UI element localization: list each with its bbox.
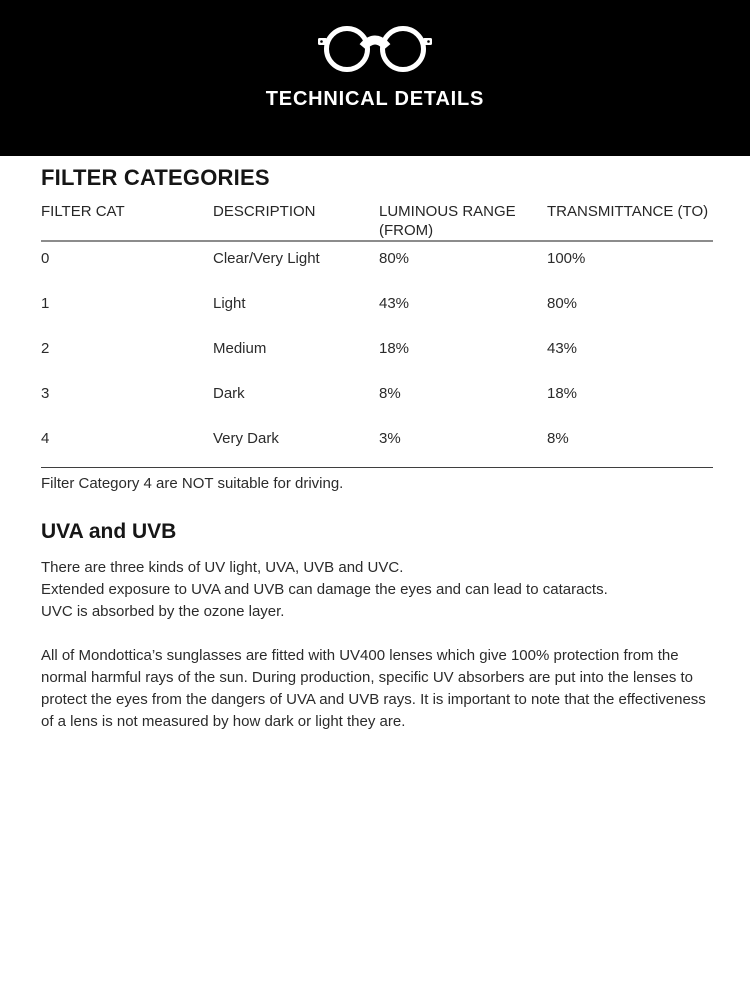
transmittance-to-cell: 18% [547, 385, 578, 402]
filter-cat-cell: 2 [41, 340, 50, 357]
glasses-icon [0, 24, 750, 72]
filter-categories-heading: FILTER CATEGORIES [41, 165, 270, 190]
table-row [41, 422, 713, 467]
description-cell: Clear/Very Light [213, 250, 320, 267]
table-row [41, 287, 713, 332]
uv-intro-line: Extended exposure to UVA and UVB can damage the eyes and can lead to cataracts. [41, 581, 608, 598]
transmittance-to-cell: 100% [547, 250, 586, 267]
transmittance-to-cell: 8% [547, 430, 569, 447]
driving-note: Filter Category 4 are NOT suitable for driving. [41, 475, 344, 492]
column-header-filter-cat: FILTER CAT [41, 203, 125, 220]
table-row [41, 332, 713, 377]
filter-cat-cell: 1 [41, 295, 50, 312]
luminous-from-cell: 8% [379, 385, 401, 402]
uv-intro-lines [41, 544, 713, 623]
table-row [41, 377, 713, 422]
luminous-from-cell: 80% [379, 250, 410, 267]
filter-cat-cell: 3 [41, 385, 50, 402]
description-cell: Light [213, 295, 246, 312]
filter-categories-table [41, 196, 713, 493]
content [0, 156, 750, 733]
description-cell: Very Dark [213, 430, 279, 447]
filter-cat-cell: 4 [41, 430, 50, 447]
banner-title: TECHNICAL DETAILS [265, 88, 485, 110]
luminous-from-cell: 3% [379, 430, 401, 447]
description-cell: Dark [213, 385, 245, 402]
transmittance-to-cell: 80% [547, 295, 578, 312]
description-cell: Medium [213, 340, 267, 357]
table-row [41, 242, 713, 287]
luminous-from-cell: 43% [379, 295, 410, 312]
table-body [41, 240, 713, 468]
uv-intro-line: UVC is absorbed by the ozone layer. [41, 603, 285, 620]
column-header-transmittance: TRANSMITTANCE (TO) [547, 203, 709, 220]
banner [0, 0, 750, 156]
uv400-paragraph: All of Mondottica’s sunglasses are fitted with UV400 lenses which give 100% protection from the normal harmful rays of the sun. During production, specific UV absorbers are put into the lenses to protect the eyes from the dangers of UVA and UVB rays. It is important to note that the effectiveness of a lens is not measured by how dark or light they are. [41, 647, 706, 730]
transmittance-to-cell: 43% [547, 340, 578, 357]
filter-cat-cell: 0 [41, 250, 50, 267]
table-header-row [41, 196, 713, 240]
luminous-from-cell: 18% [379, 340, 410, 357]
uv-intro-line: There are three kinds of UV light, UVA, UVB and UVC. [41, 559, 404, 576]
column-header-description: DESCRIPTION [213, 203, 316, 220]
column-header-luminous-range: LUMINOUS RANGE (FROM) [379, 203, 516, 239]
uva-uvb-heading: UVA and UVB [41, 520, 177, 543]
